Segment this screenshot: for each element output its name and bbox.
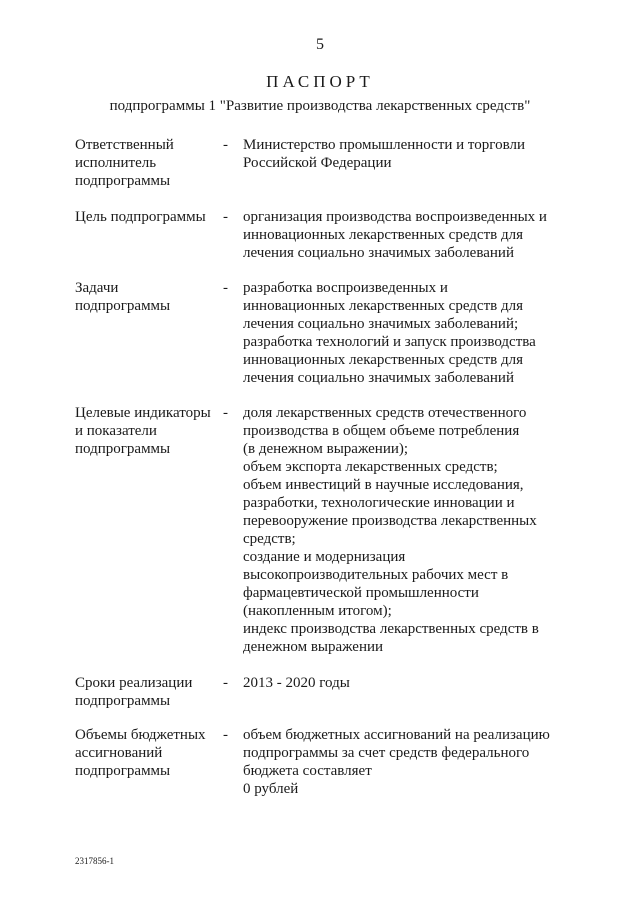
value-line: бюджета составляет xyxy=(243,763,372,779)
value-line: организация производства воспроизведенных и xyxy=(243,209,547,225)
value-line: фармацевтической промышленности xyxy=(243,585,479,601)
value-line: объем экспорта лекарственных средств; xyxy=(243,459,498,475)
label-line: подпрограммы xyxy=(75,298,171,314)
label-line: Объемы бюджетных xyxy=(75,727,206,743)
value-line: лечения социально значимых заболеваний; xyxy=(243,316,519,332)
label-line: Задачи xyxy=(75,280,119,296)
row-value xyxy=(243,726,553,798)
row-value xyxy=(243,279,553,387)
row-value xyxy=(243,674,553,710)
row-dash: - xyxy=(223,280,228,296)
row-dash: - xyxy=(223,727,228,743)
value-line: (накопленным итогом); xyxy=(243,603,392,619)
passport-row-timeline xyxy=(75,674,565,710)
value-line: доля лекарственных средств отечественного xyxy=(243,405,527,421)
value-line: производства в общем объеме потребления xyxy=(243,423,520,439)
row-label xyxy=(75,726,223,798)
value-line: высокопроизводительных рабочих мест в xyxy=(243,567,509,583)
label-line: ассигнований xyxy=(75,745,163,761)
value-line: денежном выражении xyxy=(243,639,384,655)
row-label xyxy=(75,404,223,656)
row-dash: - xyxy=(223,209,228,225)
label-line: подпрограммы xyxy=(75,173,171,189)
value-line: разработка воспроизведенных и xyxy=(243,280,448,296)
value-line: создание и модернизация xyxy=(243,549,406,565)
value-line: 2013 - 2020 годы xyxy=(243,675,350,691)
value-line: (в денежном выражении); xyxy=(243,441,409,457)
row-dash: - xyxy=(223,405,228,421)
page-title: ПАСПОРТ xyxy=(266,72,374,91)
row-label xyxy=(75,208,223,262)
label-line: исполнитель xyxy=(75,155,157,171)
row-label xyxy=(75,136,223,190)
passport-row-tasks xyxy=(75,279,565,387)
value-line: разработки, технологические инновации и xyxy=(243,495,515,511)
passport-row-responsible xyxy=(75,136,565,190)
label-line: подпрограммы xyxy=(75,693,171,709)
value-line: разработка технологий и запуск производства xyxy=(243,334,536,350)
label-line: и показатели xyxy=(75,423,157,439)
label-line: подпрограммы xyxy=(75,763,171,779)
value-line: объем бюджетных ассигнований на реализацию xyxy=(243,727,550,743)
row-value xyxy=(243,208,553,262)
row-value xyxy=(243,136,553,190)
value-line: лечения социально значимых заболеваний xyxy=(243,370,514,386)
value-line: перевооружение производства лекарственных xyxy=(243,513,537,529)
value-line: 0 рублей xyxy=(243,781,299,797)
value-line: инновационных лекарственных средств для xyxy=(243,298,523,314)
label-line: Сроки реализации xyxy=(75,675,193,691)
page-subtitle: подпрограммы 1 "Развитие производства лекарственных средств" xyxy=(109,98,531,114)
passport-row-budget xyxy=(75,726,565,798)
row-value xyxy=(243,404,553,656)
passport-table xyxy=(75,136,565,798)
label-line: Ответственный xyxy=(75,137,174,153)
value-line: объем инвестиций в научные исследования, xyxy=(243,477,524,493)
label-line: подпрограммы xyxy=(75,441,171,457)
row-dash: - xyxy=(223,137,228,153)
page-number: 5 xyxy=(316,36,324,53)
passport-row-indicators xyxy=(75,404,565,656)
value-line: Министерство промышленности и торговли xyxy=(243,137,525,153)
label-line: Цель подпрограммы xyxy=(75,209,206,225)
value-line: инновационных лекарственных средств для xyxy=(243,227,523,243)
value-line: подпрограммы за счет средств федерального xyxy=(243,745,530,761)
value-line: средств; xyxy=(243,531,296,547)
value-line: индекс производства лекарственных средств в xyxy=(243,621,539,637)
value-line: Российской Федерации xyxy=(243,155,392,171)
document-code: 2317856-1 xyxy=(75,856,114,866)
row-label xyxy=(75,674,223,710)
value-line: лечения социально значимых заболеваний xyxy=(243,245,514,261)
row-dash: - xyxy=(223,675,228,691)
row-label xyxy=(75,279,223,387)
label-line: Целевые индикаторы xyxy=(75,405,211,421)
passport-row-goal xyxy=(75,208,565,262)
value-line: инновационных лекарственных средств для xyxy=(243,352,523,368)
